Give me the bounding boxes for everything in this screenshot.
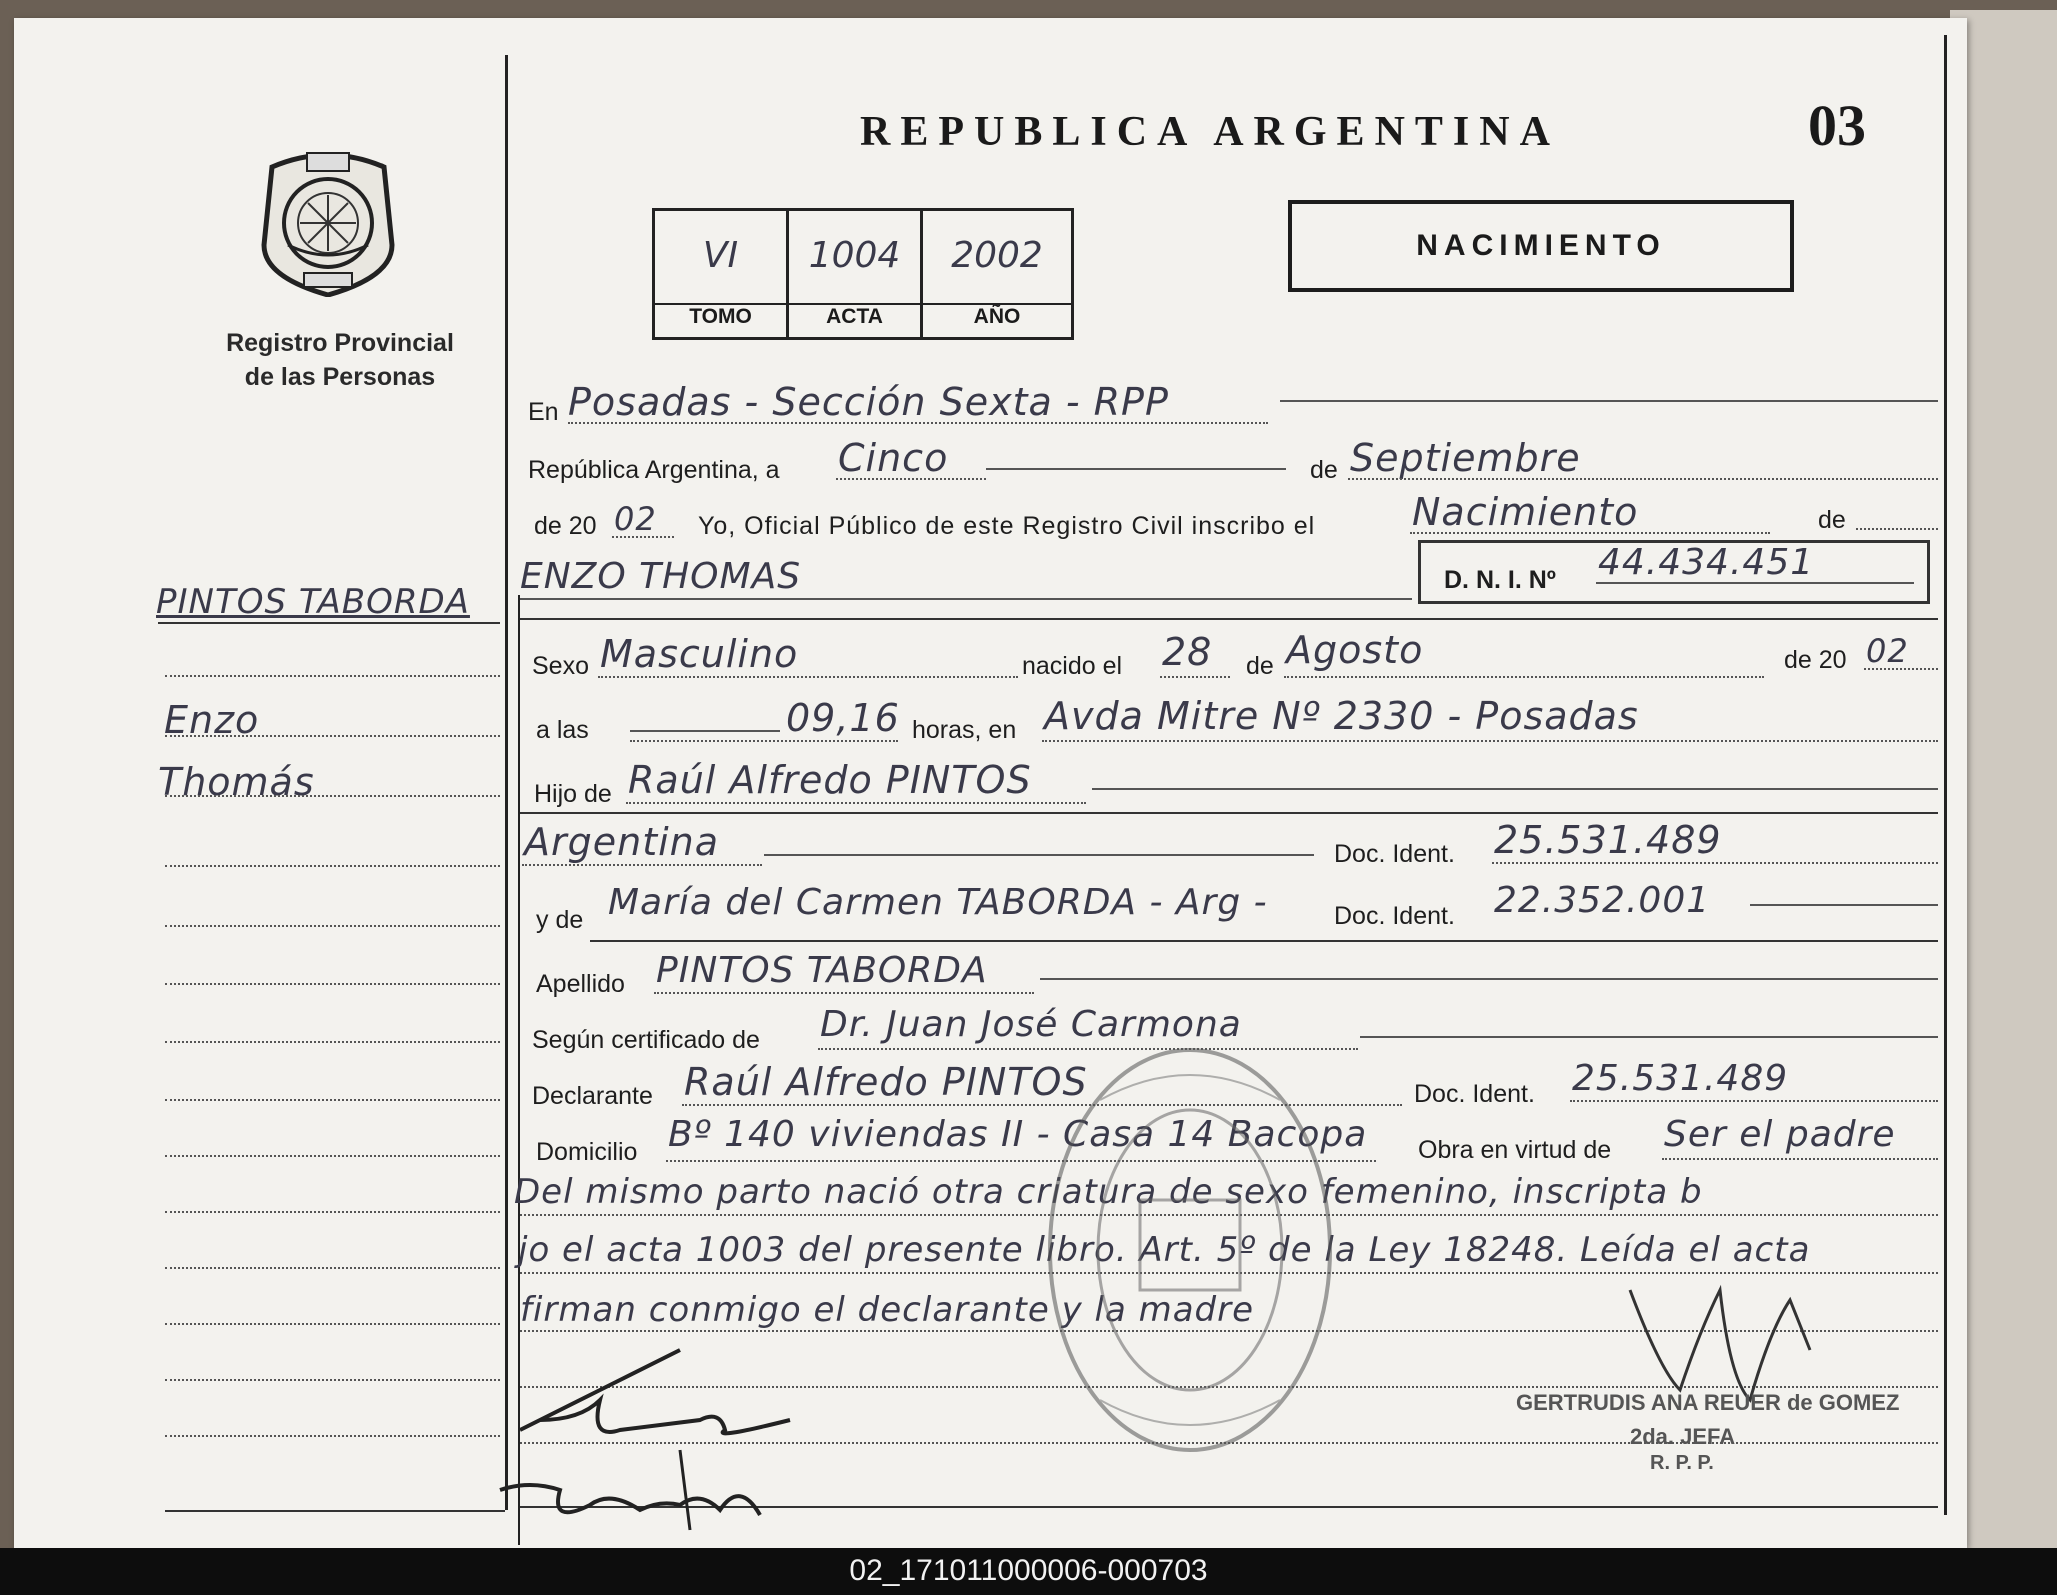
birth-year-line: [1864, 668, 1938, 670]
day-written: Cinco: [838, 436, 949, 480]
sexo-label: Sexo: [532, 652, 589, 680]
page-number: 03: [1808, 93, 1866, 158]
registry-name: [180, 326, 500, 394]
dni-value: 44.434.451: [1598, 542, 1815, 583]
declarante-doc: 25.531.489: [1572, 1058, 1789, 1099]
acta-label: ACTA: [826, 305, 883, 328]
section-rule: [520, 618, 1938, 620]
acta-cell: [789, 211, 923, 337]
obra-label: Obra en virtud de: [1418, 1136, 1612, 1164]
margin-surname: PINTOS TABORDA: [156, 582, 470, 622]
hijo-label: Hijo de: [534, 780, 612, 808]
time-lead-line: [630, 730, 780, 732]
nationality-line-end: [764, 854, 1314, 856]
record-reference-box: [652, 208, 1074, 340]
file-id: 02_171011000006-000703: [849, 1554, 1208, 1587]
month-line: [1348, 478, 1938, 480]
tomo-cell: [655, 211, 789, 337]
doctor-name: Dr. Juan José Carmona: [820, 1004, 1242, 1045]
father-rule: [520, 812, 1938, 814]
act-type: Nacimiento: [1412, 490, 1639, 534]
official-stamp-name: GERTRUDIS ANA REUER de GOMEZ: [1516, 1390, 1900, 1415]
month-written: Septiembre: [1350, 436, 1581, 480]
sexo-line: [598, 676, 1018, 678]
birth-month-line: [1284, 676, 1764, 678]
official-stamp-org: R. P. P.: [1650, 1452, 1714, 1474]
dni-line: [1596, 582, 1914, 584]
document-type-box: [1288, 200, 1794, 292]
apellido-line: [654, 992, 1034, 994]
apellido-line-end: [1040, 978, 1938, 980]
father-name-line: [626, 802, 1086, 804]
document-type-label: NACIMIENTO: [1416, 229, 1666, 262]
birth-time-line: [630, 740, 898, 742]
obra-line: [1662, 1158, 1938, 1160]
mother-name: María del Carmen TABORDA - Arg -: [608, 882, 1268, 923]
margin-line: [165, 983, 500, 985]
birth-month: Agosto: [1286, 628, 1424, 672]
margin-second-name: Thomás: [158, 760, 315, 804]
margin-surname-rule: [158, 622, 500, 624]
republica-label: República Argentina, a: [528, 456, 780, 484]
margin-line: [165, 1379, 500, 1381]
doctor-line-end: [1360, 1036, 1938, 1038]
de-label-2: de: [1818, 506, 1846, 534]
margin-line: [165, 795, 500, 797]
apellido-label: Apellido: [536, 970, 625, 998]
declarante-label: Declarante: [532, 1082, 653, 1110]
anio-value: 2002: [951, 235, 1043, 276]
father-name: Raúl Alfredo PINTOS: [628, 758, 1032, 802]
mother-rule: [590, 940, 1938, 942]
de-label-3: de: [1246, 652, 1274, 680]
horas-label: horas, en: [912, 716, 1017, 744]
note-line-1: Del mismo parto nació otra criatura de sexo femenino, inscripta b: [514, 1172, 1703, 1212]
child-name-line: [520, 598, 1412, 600]
country-title: REPUBLICA ARGENTINA: [860, 109, 1560, 155]
mother-doc-line-end: [1750, 904, 1938, 906]
margin-line: [165, 1155, 500, 1157]
year-suffix: 02: [614, 500, 657, 538]
province-seal-icon: [252, 145, 404, 297]
registry-seal-stamp-icon: [1040, 1040, 1340, 1460]
official-stamp-title: 2da. JEFA: [1630, 1424, 1736, 1449]
declarante-doc-line: [1570, 1100, 1938, 1102]
birth-time: 09,16: [786, 696, 900, 740]
father-doc-label: Doc. Ident.: [1334, 840, 1455, 868]
margin-bottom-rule: [165, 1510, 505, 1512]
act-type-line-end: [1856, 528, 1938, 530]
father-doc: 25.531.489: [1494, 818, 1722, 862]
y-de-label: y de: [536, 906, 584, 934]
dni-label: D. N. I. Nº: [1444, 566, 1556, 594]
mother-signature-icon: [490, 1340, 830, 1540]
mother-doc-label: Doc. Ident.: [1334, 902, 1455, 930]
father-doc-line: [1492, 862, 1938, 864]
margin-line: [165, 865, 500, 867]
year-prefix: de 20: [534, 512, 597, 540]
year-prefix-2: de 20: [1784, 646, 1847, 674]
margin-line: [165, 1041, 500, 1043]
mother-doc: 22.352.001: [1494, 880, 1711, 921]
place-line-end: [1280, 400, 1938, 402]
nationality-line: [522, 864, 762, 866]
sexo-value: Masculino: [600, 632, 799, 676]
margin-line: [165, 1323, 500, 1325]
place-line: [568, 422, 1268, 424]
margin-first-name: Enzo: [164, 698, 260, 742]
birth-day-line: [1160, 676, 1230, 678]
note-line-3: firman conmigo el declarante y la madre: [520, 1290, 1255, 1330]
day-line: [836, 478, 986, 480]
place-value: Posadas - Sección Sexta - RPP: [568, 380, 1169, 424]
de-label: de: [1310, 456, 1338, 484]
birth-day: 28: [1162, 630, 1213, 674]
act-type-line: [1410, 532, 1770, 534]
certificado-label: Según certificado de: [532, 1026, 760, 1054]
domicilio-label: Domicilio: [536, 1138, 638, 1166]
registry-name-line2: de las Personas: [244, 363, 436, 391]
margin-line: [165, 735, 500, 737]
margin-line: [165, 675, 500, 677]
day-line-end: [986, 468, 1286, 470]
birth-place-line: [1042, 740, 1938, 742]
margin-line: [165, 1267, 500, 1269]
note-line-2: jo el acta 1003 del presente libro. Art. 5º de la Ley 18248. Leída el acta: [518, 1230, 1811, 1270]
father-name-line-end: [1092, 788, 1938, 790]
tomo-value: VI: [702, 235, 739, 276]
yo-text: Yo, Oficial Público de este Registro Civil inscribo el: [698, 512, 1316, 540]
margin-divider-line: [505, 55, 508, 1510]
birth-place: Avda Mitre Nº 2330 - Posadas: [1044, 694, 1639, 738]
registry-name-line1: Registro Provincial: [226, 329, 454, 357]
margin-line: [165, 1435, 500, 1437]
apellido-value: PINTOS TABORDA: [656, 950, 988, 991]
declarante-doc-label: Doc. Ident.: [1414, 1080, 1535, 1108]
tomo-label: TOMO: [689, 305, 752, 328]
obra-value: Ser el padre: [1664, 1114, 1896, 1155]
acta-value: 1004: [808, 235, 901, 276]
domicilio-value: Bº 140 viviendas II - Casa 14 Bacopa: [668, 1114, 1368, 1155]
declarante-value: Raúl Alfredo PINTOS: [684, 1060, 1088, 1104]
nacido-label: nacido el: [1022, 652, 1123, 680]
year-line: [612, 536, 674, 538]
birth-year-suffix: 02: [1866, 632, 1909, 670]
a-las-label: a las: [536, 716, 589, 744]
margin-line: [165, 1211, 500, 1213]
right-border-line: [1944, 35, 1947, 1515]
anio-cell: [923, 211, 1071, 337]
child-name: ENZO THOMAS: [520, 556, 802, 597]
anio-label: AÑO: [973, 305, 1021, 328]
en-label: En: [528, 398, 559, 426]
father-nationality: Argentina: [524, 820, 720, 864]
margin-line: [165, 925, 500, 927]
margin-line: [165, 1099, 500, 1101]
